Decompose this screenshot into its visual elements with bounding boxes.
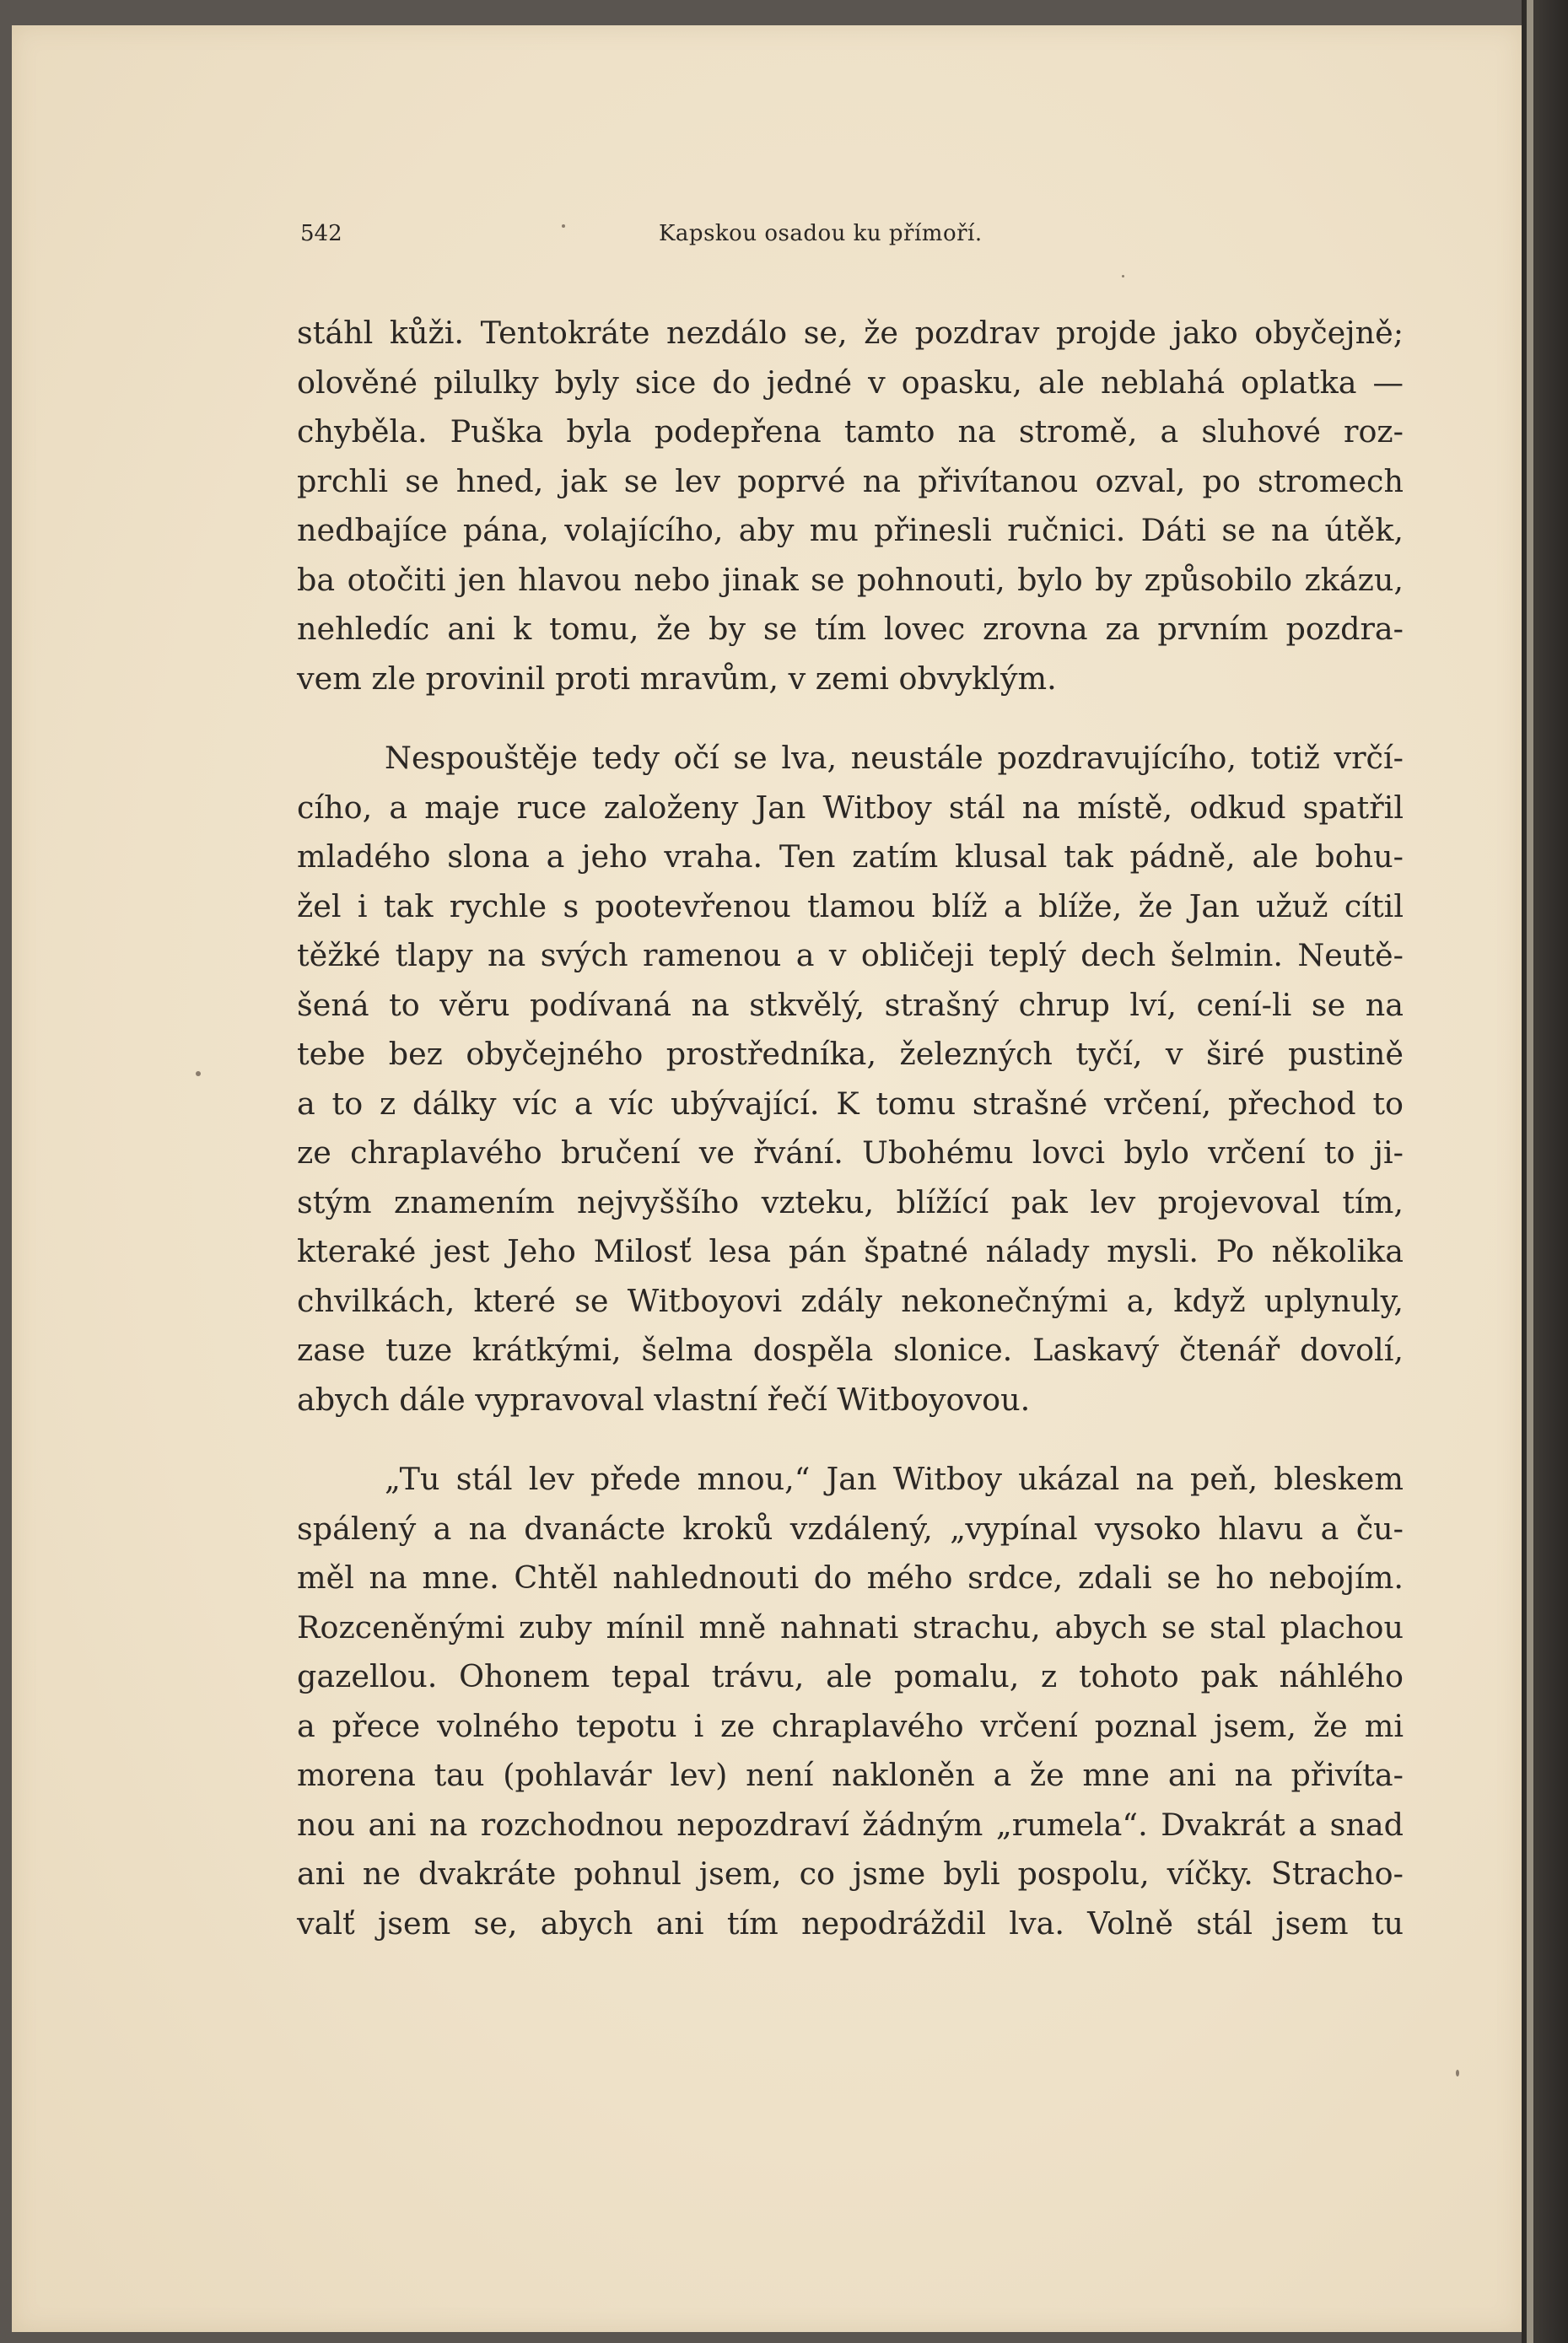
- text-line: chvilkách, které se Witboyovi zdály nekonečnými a, když uplynuly,: [297, 1282, 1404, 1319]
- text-line: stým znamením nejvyššího vzteku, blížící pak lev projevoval tím,: [297, 1183, 1404, 1220]
- text-line: těžké tlapy na svých ramenou a v obličeji teplý dech šelmin. Neutě-: [297, 937, 1404, 973]
- text-line: a to z dálky víc a víc ubývající. K tomu strašné vrčení, přechod to: [297, 1085, 1404, 1122]
- text-line: „Tu stál lev přede mnou,“ Jan Witboy ukázal na peň, bleskem: [385, 1461, 1404, 1497]
- text-line: stáhl kůži. Tentokráte nezdálo se, že pozdrav projde jako obyčejně;: [297, 315, 1404, 351]
- paragraph-gap: [297, 703, 1404, 734]
- text-line: abych dále vypravoval vlastní řečí Witboyovou.: [297, 1381, 1031, 1418]
- text-line: spálený a na dvanácte kroků vzdálený, „vypínal vysoko hlavu a ču-: [297, 1510, 1404, 1547]
- text-line: nedbajíce pána, volajícího, aby mu přinesli ručnici. Dáti se na útěk,: [297, 512, 1404, 548]
- text-line: chyběla. Puška byla podepřena tamto na stromě, a sluhové roz-: [297, 413, 1404, 450]
- text-line: ze chraplavého bručení ve řvání. Ubohému lovci bylo vrčení to ji-: [297, 1134, 1404, 1171]
- paragraph-gap: [297, 1425, 1404, 1455]
- paragraph: [297, 734, 1404, 1425]
- text-line: mladého slona a jeho vraha. Ten zatím klusal tak pádně, ale bohu-: [297, 838, 1404, 875]
- text-line: tebe bez obyčejného prostředníka, železných tyčí, v širé pustině: [297, 1036, 1404, 1072]
- next-page-edge: [1527, 0, 1533, 2343]
- paper-speck: [1122, 275, 1124, 277]
- text-line: prchli se hned, jak se lev poprvé na přivítanou ozval, po stromech: [297, 462, 1404, 499]
- paragraph: [297, 309, 1404, 703]
- text-line: valť jsem se, abych ani tím nepodráždil lva. Volně stál jsem tu: [297, 1904, 1404, 1942]
- text-line: morena tau (pohlavár lev) není nakloněn a že mne ani na přivíta-: [297, 1757, 1404, 1793]
- page-number: 542: [300, 221, 342, 246]
- running-title: Kapskou osadou ku přímoří.: [659, 221, 983, 246]
- text-line: nou ani na rozchodnou nepozdraví žádným „rumela“. Dvakrát a snad: [297, 1806, 1404, 1843]
- body-text: [297, 309, 1404, 1948]
- text-line: nehledíc ani k tomu, že by se tím lovec zrovna za prvním pozdra-: [297, 611, 1404, 647]
- paragraph: [297, 1455, 1404, 1948]
- text-line: měl na mne. Chtěl nahlednouti do mého srdce, zdali se ho nebojím.: [297, 1559, 1404, 1596]
- text-line: gazellou. Ohonem tepal trávu, ale pomalu, z tohoto pak náhlého: [297, 1658, 1404, 1694]
- paper-speck: [196, 1071, 201, 1076]
- text-line: cího, a maje ruce založeny Jan Witboy stál na místě, odkud spatřil: [297, 789, 1404, 826]
- text-line: Rozceněnými zuby mínil mně nahnati strachu, abych se stal plachou: [297, 1608, 1404, 1645]
- text-line: olověné pilulky byly sice do jedné v opasku, ale neblahá oplatka —: [297, 364, 1404, 401]
- text-line: ba otočiti jen hlavou nebo jinak se pohnouti, bylo by způsobilo zkázu,: [297, 561, 1404, 598]
- running-head: [300, 221, 1397, 255]
- text-line: zase tuze krátkými, šelma dospěla slonice. Laskavý čtenář dovolí,: [297, 1332, 1404, 1368]
- text-line: ani ne dvakráte pohnul jsem, co jsme byli pospolu, víčky. Stracho-: [297, 1856, 1404, 1892]
- text-line: kteraké jest Jeho Milosť lesa pán špatné nálady mysli. Po několika: [297, 1233, 1404, 1269]
- text-line: šená to věru podívaná na stkvělý, strašný chrup lví, cení-li se na: [297, 986, 1404, 1023]
- text-line: a přece volného tepotu i ze chraplavého vrčení poznal jsem, že mi: [297, 1707, 1404, 1744]
- text-line: Nespouštěje tedy očí se lva, neustále pozdravujícího, totiž vrčí-: [385, 740, 1404, 776]
- paper-speck: [1456, 2070, 1459, 2076]
- text-line: vem zle provinil proti mravům, v zemi obvyklým.: [297, 660, 1057, 697]
- text-line: žel i tak rychle s pootevřenou tlamou blíž a blíže, že Jan užuž cítil: [297, 887, 1404, 924]
